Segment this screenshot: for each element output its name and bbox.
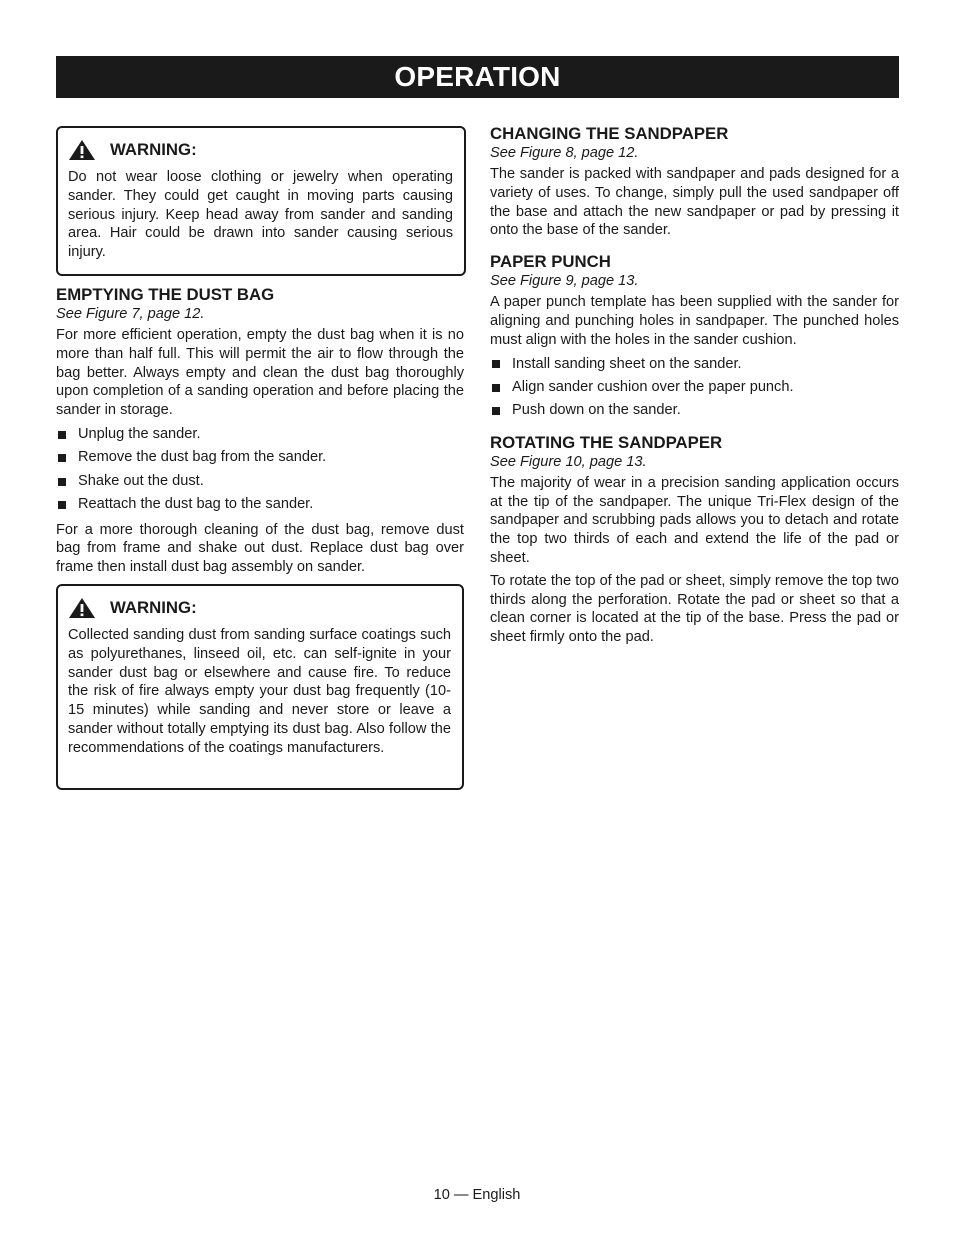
warning-text: Do not wear loose clothing or jewelry when operating sander. They could get caught in moving parts causing serious injury. Keep head away from sander and sanding area. Hair could be drawn into sander causing serious injury. (68, 169, 453, 261)
bullet-square-icon (492, 360, 500, 368)
list-item: Align sander cushion over the paper punch. (490, 376, 899, 399)
punch-figure-ref: See Figure 9, page 13. (490, 273, 639, 290)
list-item: Remove the dust bag from the sander. (56, 446, 464, 469)
bullet-square-icon (492, 384, 500, 392)
rotating-text-1: The majority of wear in a precision sanding application occurs at the tip of the sandpaper. The unique Tri-Flex design of the sandpaper and scrubbing pads allows you to detach and rotate the top two thirds of each and extend the life of the pad or sheet. (490, 474, 899, 566)
right-column (490, 124, 899, 647)
changing-heading: CHANGING THE SANDPAPER (490, 124, 729, 143)
warning-header (68, 596, 451, 620)
bullet-square-icon (58, 478, 66, 486)
rotating-text-2: To rotate the top of the pad or sheet, simply remove the top two thirds along the perforation. Rotate the pad or sheet so that a clean corner is located at the tip of the base. Press the pad or sheet firmly onto the pad. (490, 572, 899, 646)
punch-steps (490, 353, 899, 423)
list-item: Unplug the sander. (56, 423, 464, 446)
warning-triangle-icon (68, 139, 96, 161)
rotating-figure-ref: See Figure 10, page 13. (490, 453, 647, 470)
dust-bag-outro: For a more thorough cleaning of the dust bag, remove dust bag from frame and shake out dust. Replace dust bag over frame then install dust bag assembly on sander. (56, 521, 464, 576)
bullet-square-icon (58, 431, 66, 439)
warning-label: WARNING: (110, 598, 197, 617)
dust-bag-section (56, 285, 464, 577)
warning-box-dust-fire (56, 584, 464, 790)
dust-bag-heading: EMPTYING THE DUST BAG (56, 285, 275, 304)
bullet-square-icon (492, 407, 500, 415)
warning-triangle-icon (68, 597, 96, 619)
warning-text: Collected sanding dust from sanding surface coatings such as polyurethanes, linseed oil, etc. can self-ignite in your sander dust bag or elsewhere and cause fire. To reduce the risk of fire always empty your dust bag frequently (10-15 minutes) while sanding and never store or leave a sander without totally emptying its dust bag. Also follow the recommendations of the coatings manufacturers. (68, 627, 451, 756)
changing-text: The sander is packed with sandpaper and pads designed for a variety of uses. To change, simply pull the used sandpaper off the base and attach the new sandpaper or pad by pressing it onto the base of the sander. (490, 166, 899, 239)
list-item: Install sanding sheet on the sander. (490, 353, 899, 376)
page-footer: 10 — English (433, 1187, 521, 1203)
rotating-heading: ROTATING THE SANDPAPER (490, 432, 723, 452)
changing-figure-ref: See Figure 8, page 12. (490, 145, 639, 161)
warning-box-clothing (56, 126, 466, 276)
dust-bag-steps (56, 423, 464, 517)
list-item: Reattach the dust bag to the sander. (56, 493, 464, 516)
warning-label: WARNING: (110, 140, 197, 159)
warning-header (68, 138, 453, 162)
list-item: Shake out the dust. (56, 470, 464, 493)
bullet-square-icon (58, 501, 66, 509)
bullet-square-icon (58, 454, 66, 462)
punch-text: A paper punch template has been supplied with the sander for aligning and punching holes in sandpaper. The punched holes must align with the holes in the sander cushion. (490, 294, 899, 348)
dust-bag-figure-ref: See Figure 7, page 12. (56, 306, 205, 322)
dust-bag-intro: For more efficient operation, empty the dust bag when it is no more than half full. This will permit the air to flow through the bag better. Always empty and clean the dust bag thoroughly upon completion of a sanding operation and before placing the sander in storage. (56, 327, 464, 419)
list-item: Push down on the sander. (490, 399, 899, 422)
punch-heading: PAPER PUNCH (490, 252, 611, 272)
section-title-banner: OPERATION (56, 56, 899, 98)
